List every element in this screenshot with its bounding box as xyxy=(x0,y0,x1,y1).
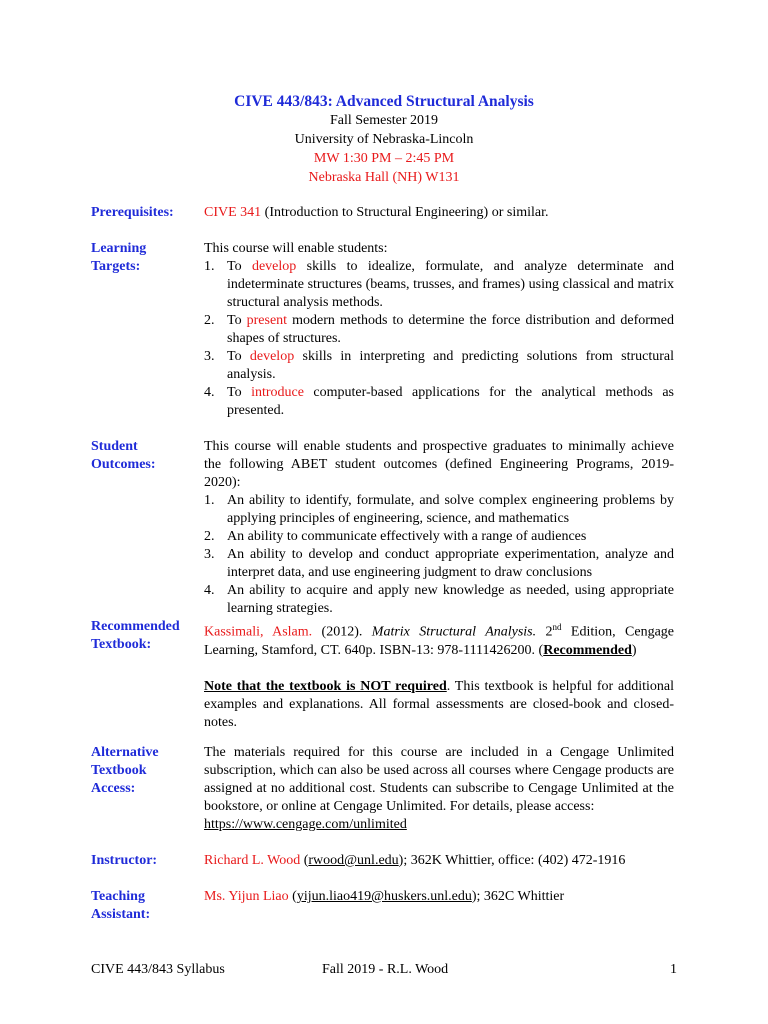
item-number: 2. xyxy=(204,529,215,544)
prerequisite-course: CIVE 341 xyxy=(204,205,262,220)
textbook-label-line2: Textbook: xyxy=(91,637,152,652)
list-item xyxy=(204,528,674,546)
textbook-label-line1: Recommended xyxy=(91,619,180,634)
student-outcomes-list xyxy=(204,492,674,618)
item-prefix: To xyxy=(227,349,250,364)
teaching-assistant-label-line1: Teaching xyxy=(91,889,145,904)
item-text: An ability to identify, formulate, and solve complex engineering problems by applying principles of engineering, science, and mathematics xyxy=(227,493,674,526)
ta-email-link[interactable]: yijun.liao419@huskers.unl.edu xyxy=(296,889,472,904)
teaching-assistant-label xyxy=(91,888,201,924)
item-number: 2. xyxy=(204,313,215,328)
alternative-access-text: The materials required for this course are included in a Cengage Unlimited subscription, which can also be used across all courses where Cengage products are assigned at no additional cost. Students can subscribe to Cengage Unlimited at the bookstore, or online at Cengage Unlimited. For details, please access: xyxy=(204,745,674,814)
alternative-access-label xyxy=(91,744,201,798)
footer-term-author: Fall 2019 - R.L. Wood xyxy=(322,962,449,977)
learning-targets-body xyxy=(204,240,674,420)
textbook-title: Matrix Structural Analysis. xyxy=(371,624,537,640)
prerequisite-description: (Introduction to Structural Engineering) or similar. xyxy=(261,205,549,220)
textbook-edition-suffix: nd xyxy=(552,622,562,632)
item-prefix: To xyxy=(227,259,252,274)
prerequisites-label: Prerequisites: xyxy=(91,205,174,220)
learning-targets-label-line1: Learning xyxy=(91,241,147,256)
class-location: Nebraska Hall (NH) W131 xyxy=(308,170,460,185)
textbook-edition-number: 2 xyxy=(536,624,553,640)
student-outcomes-body xyxy=(204,438,674,618)
alternative-access-body xyxy=(204,744,674,834)
footer-course: CIVE 443/843 Syllabus xyxy=(91,962,225,977)
item-text: skills to idealize, formulate, and analyze determinate and indeterminate structures (beams, trusses, and frames) using classical and matrix structural analysis methods. xyxy=(227,259,675,310)
course-title: CIVE 443/843: Advanced Structural Analysis xyxy=(234,93,534,110)
cengage-unlimited-link[interactable]: https://www.cengage.com/unlimited xyxy=(204,817,407,832)
textbook-recommended: Recommended xyxy=(543,642,632,658)
list-item xyxy=(204,492,674,528)
item-text: An ability to communicate effectively with a range of audiences xyxy=(227,529,587,544)
teaching-assistant-body xyxy=(204,888,674,906)
item-number: 3. xyxy=(204,547,215,562)
student-outcomes-label-line1: Student xyxy=(91,439,138,454)
list-item xyxy=(204,258,674,312)
item-prefix: To xyxy=(227,385,252,400)
item-number: 4. xyxy=(204,583,215,598)
student-outcomes-intro: This course will enable students and prospective graduates to minimally achieve the following ABET student outcomes (defined Engineering Programs, 2019-2020): xyxy=(204,439,674,490)
class-time: MW 1:30 PM – 2:45 PM xyxy=(313,151,455,166)
student-outcomes-label xyxy=(91,438,201,474)
ta-name: Ms. Yijun Liao xyxy=(204,889,289,904)
textbook-citation xyxy=(204,618,674,660)
list-item xyxy=(204,384,674,420)
item-prefix: To xyxy=(227,313,247,328)
instructor-office: ); 362K Whittier, office: (402) 472-1916 xyxy=(398,853,626,868)
teaching-assistant-label-line2: Assistant: xyxy=(91,907,151,922)
textbook-body xyxy=(204,618,674,732)
student-outcomes-label-line2: Outcomes: xyxy=(91,457,156,472)
learning-targets-label xyxy=(91,240,201,276)
textbook-year: (2012). xyxy=(312,624,372,640)
learning-targets-list xyxy=(204,258,674,420)
ta-open-paren: ( xyxy=(288,889,297,904)
page-footer xyxy=(0,962,768,982)
list-item xyxy=(204,546,674,582)
item-verb: develop xyxy=(251,259,297,274)
syllabus-header xyxy=(0,92,768,187)
item-verb: present xyxy=(246,313,288,328)
item-text: An ability to acquire and apply new knowledge as needed, using appropriate learning strategies. xyxy=(227,583,674,616)
item-verb: develop xyxy=(249,349,295,364)
instructor-body xyxy=(204,852,674,870)
prerequisites-text xyxy=(204,204,674,222)
page-number: 1 xyxy=(670,962,677,977)
instructor-email-link[interactable]: rwood@unl.edu xyxy=(308,853,399,868)
list-item xyxy=(204,348,674,384)
list-item xyxy=(204,312,674,348)
textbook-note xyxy=(204,678,674,732)
textbook-author: Kassimali, Aslam. xyxy=(204,624,313,640)
item-number: 1. xyxy=(204,259,215,274)
alternative-access-label-line2: Textbook xyxy=(91,763,147,778)
item-verb: introduce xyxy=(251,385,304,400)
ta-office: ); 362C Whittier xyxy=(471,889,565,904)
item-text: computer-based applications for the analytical methods as presented. xyxy=(227,385,674,418)
semester: Fall Semester 2019 xyxy=(329,113,439,128)
instructor-open-paren: ( xyxy=(300,853,309,868)
textbook-not-required: Note that the textbook is NOT required xyxy=(204,678,447,694)
learning-targets-intro: This course will enable students: xyxy=(204,241,388,256)
textbook-publisher: Edition, Cengage Learning, Stamford, CT. 640p. ISBN-13: 978-1111426200. ( xyxy=(204,624,675,658)
item-text: modern methods to determine the force distribution and deformed shapes of structures. xyxy=(227,313,674,346)
textbook-close-paren: ) xyxy=(631,642,637,658)
university: University of Nebraska-Lincoln xyxy=(294,132,474,147)
textbook-label xyxy=(91,618,201,654)
instructor-label: Instructor: xyxy=(91,853,158,868)
item-number: 4. xyxy=(204,385,215,400)
item-text: An ability to develop and conduct appropriate experimentation, analyze and interpret data, and use engineering judgment to draw conclusions xyxy=(227,547,674,580)
list-item xyxy=(204,582,674,618)
alternative-access-label-line1: Alternative xyxy=(91,745,159,760)
alternative-access-label-line3: Access: xyxy=(91,781,136,796)
instructor-name: Richard L. Wood xyxy=(204,853,301,868)
learning-targets-label-line2: Targets: xyxy=(91,259,141,274)
item-text: skills in interpreting and predicting solutions from structural analysis. xyxy=(227,349,674,382)
item-number: 1. xyxy=(204,493,215,508)
textbook-note-text: . This textbook is helpful for additional examples and explanations. All formal assessments are closed-book and closed-notes. xyxy=(204,678,675,730)
item-number: 3. xyxy=(204,349,215,364)
